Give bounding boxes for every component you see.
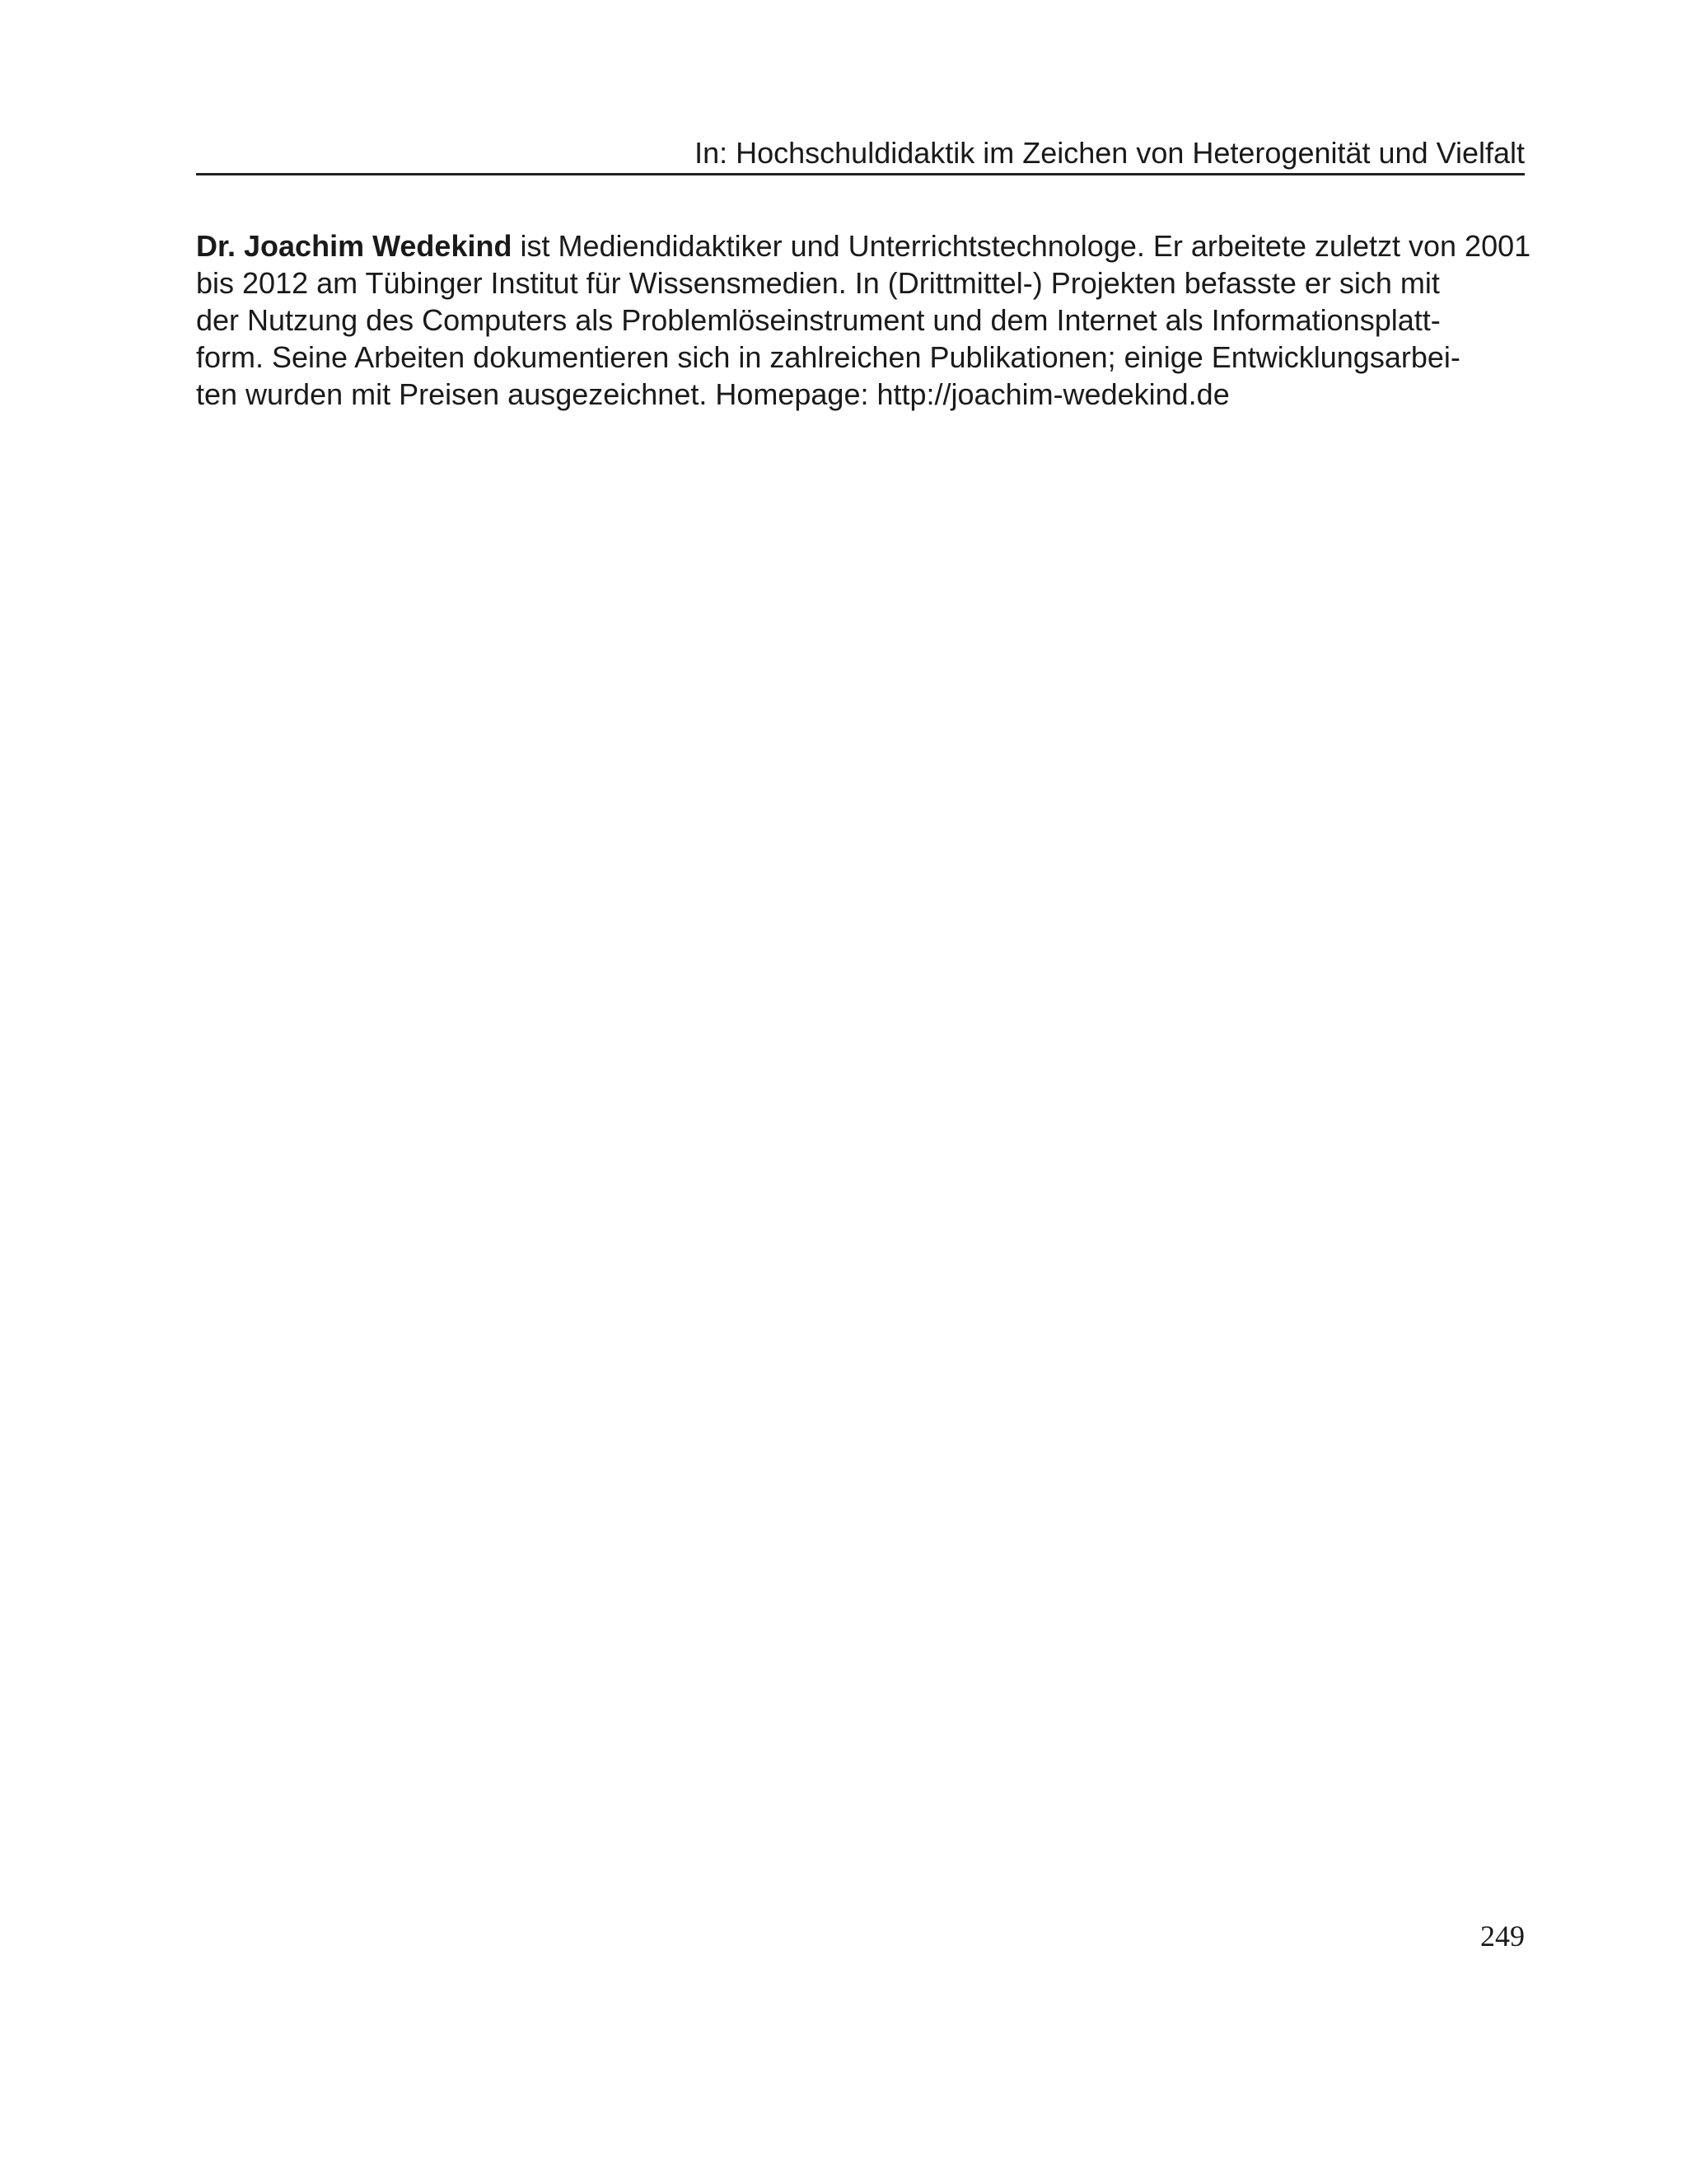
author-name: Dr. Joachim Wedekind (196, 229, 512, 263)
bio-line-5: ten wurden mit Preisen ausgezeichnet. Homepage: http://joachim-wedekind.de (196, 377, 1230, 411)
bio-line-2: bis 2012 am Tübinger Institut für Wissensmedien. In (Drittmittel-) Projekten befasste er sich mit (196, 266, 1440, 300)
bio-line-1-text: ist Mediendidaktiker und Unterrichtstechnologe. Er arbeitete zuletzt von 2001 (512, 229, 1531, 263)
bio-line-3: der Nutzung des Computers als Problemlöseinstrument und dem Internet als Informationsplatt- (196, 303, 1441, 337)
page-number: 249 (1480, 1920, 1525, 1953)
bio-line-4: form. Seine Arbeiten dokumentieren sich in zahlreichen Publikationen; einige Entwicklungsarbei- (196, 340, 1460, 374)
running-header (196, 132, 1525, 175)
bio-line-1 (196, 227, 1563, 264)
author-bio (196, 227, 1563, 413)
running-header-title: In: Hochschuldidaktik im Zeichen von Heterogenität und Vielfalt (694, 136, 1525, 170)
